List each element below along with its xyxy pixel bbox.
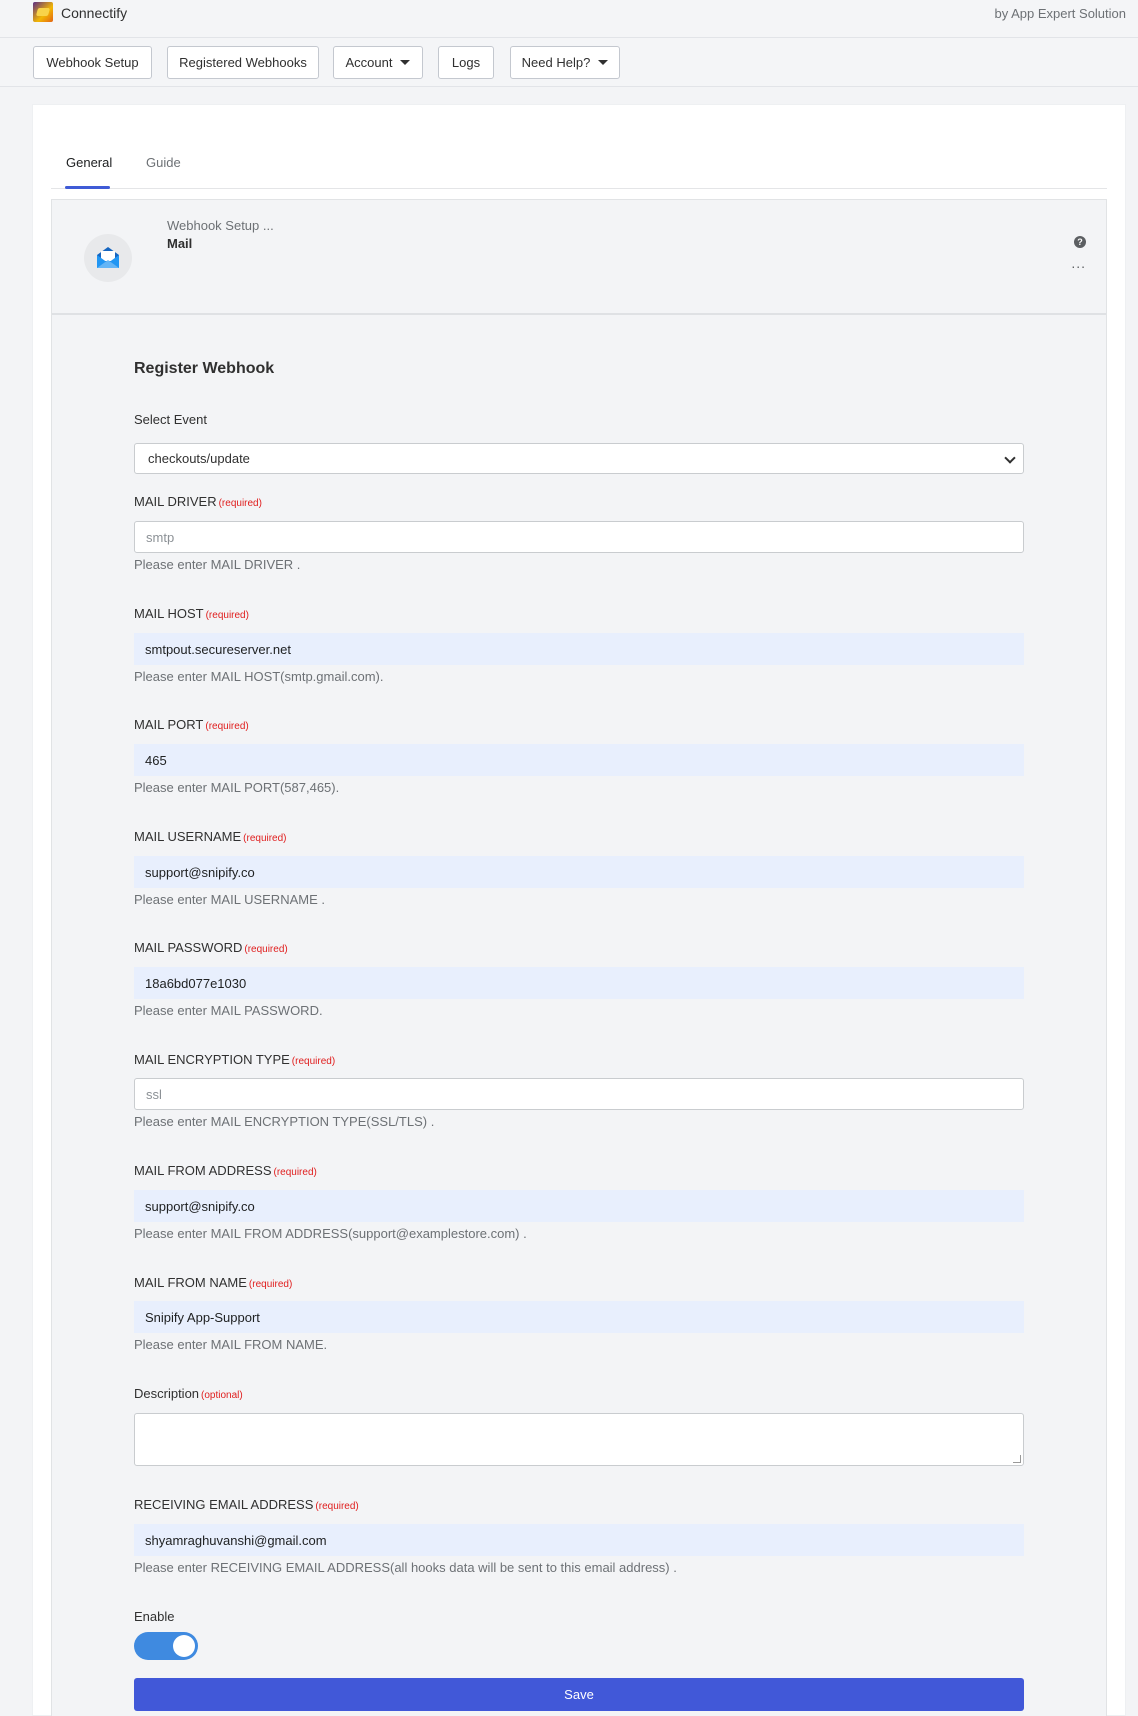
tab-bar [51,145,1107,189]
webhook-panel [51,199,1107,1716]
active-tab-indicator [65,186,110,189]
panel-header [52,200,1106,315]
caret-down-icon [400,60,410,65]
mail-host-hint: Please enter MAIL HOST(smtp.gmail.com). [134,669,384,684]
chevron-down-icon [1004,452,1015,463]
select-event-label: Select Event [134,412,207,427]
required-tag: (required) [244,944,288,955]
webhook-setup-button[interactable] [33,46,152,79]
mail-from-name-label: MAIL FROM NAME (required) [134,1275,293,1290]
optional-tag: (optional) [201,1390,243,1401]
mail-from-name-input[interactable] [134,1301,1024,1333]
more-options-icon[interactable]: ... [1071,255,1086,271]
receiving-email-label: RECEIVING EMAIL ADDRESS (required) [134,1497,359,1512]
resize-handle-icon[interactable] [1013,1455,1021,1463]
mail-driver-label: MAIL DRIVER (required) [134,494,262,509]
toggle-knob [173,1635,195,1657]
logs-button[interactable] [438,46,494,79]
app-byline: by App Expert Solution [994,6,1126,21]
mail-from-name-hint: Please enter MAIL FROM NAME. [134,1337,328,1352]
caret-down-icon [598,60,608,65]
enable-label: Enable [134,1609,175,1624]
mail-driver-hint: Please enter MAIL DRIVER . [134,557,301,572]
required-tag: (required) [205,721,249,732]
need-help-label: Need Help? [521,55,591,70]
mail-host-label: MAIL HOST (required) [134,606,249,621]
mail-encryption-hint: Please enter MAIL ENCRYPTION TYPE(SSL/TLS) . [134,1114,435,1129]
mail-password-label: MAIL PASSWORD (required) [134,940,288,955]
tab-guide[interactable]: Guide [146,155,181,170]
mail-from-address-hint: Please enter MAIL FROM ADDRESS(support@examplestore.com) . [134,1226,527,1241]
required-tag: (required) [291,1056,336,1067]
select-event-dropdown[interactable] [134,443,1024,474]
enable-toggle[interactable] [134,1632,198,1660]
mail-username-label: MAIL USERNAME (required) [134,829,287,844]
mail-driver-input[interactable] [134,521,1024,553]
mail-from-address-label: MAIL FROM ADDRESS (required) [134,1163,317,1178]
required-tag: (required) [218,498,262,509]
receiving-email-hint: Please enter RECEIVING EMAIL ADDRESS(all hooks data will be sent to this email address) . [134,1560,677,1575]
mail-app-icon [84,234,132,282]
required-tag: (required) [273,1167,317,1178]
mail-password-input[interactable] [134,967,1024,999]
help-icon[interactable]: ? [1074,236,1086,248]
description-label: Description (optional) [134,1386,243,1401]
receiving-email-input[interactable] [134,1524,1024,1556]
mail-from-address-input[interactable] [134,1190,1024,1222]
mail-encryption-label: MAIL ENCRYPTION TYPE (required) [134,1052,336,1067]
form-title: Register Webhook [134,360,275,377]
account-label: Account [345,55,393,70]
required-tag: (required) [315,1501,359,1512]
select-event-value: checkouts/update [148,451,250,466]
account-dropdown-button[interactable] [333,46,423,79]
save-button[interactable]: Save [134,1678,1024,1711]
webhook-setup-label: Webhook Setup [46,55,139,70]
mail-port-input[interactable] [134,744,1024,776]
top-bar [0,0,1138,38]
panel-title: Mail [167,236,193,251]
mail-port-label: MAIL PORT (required) [134,717,249,732]
need-help-dropdown-button[interactable] [510,46,620,79]
description-textarea[interactable] [134,1413,1024,1466]
app-logo-icon [33,2,53,22]
mail-username-hint: Please enter MAIL USERNAME . [134,892,325,907]
app-title: Connectify [61,5,128,21]
main-card [32,104,1126,1716]
mail-password-hint: Please enter MAIL PASSWORD. [134,1003,323,1018]
panel-breadcrumb: Webhook Setup ... [167,218,274,233]
registered-webhooks-label: Registered Webhooks [179,55,307,70]
mail-encryption-input[interactable] [134,1078,1024,1110]
mail-host-input[interactable] [134,633,1024,665]
mail-port-hint: Please enter MAIL PORT(587,465). [134,780,340,795]
required-tag: (required) [248,1279,293,1290]
required-tag: (required) [205,610,249,621]
registered-webhooks-button[interactable] [167,46,319,79]
logs-label: Logs [451,55,481,70]
required-tag: (required) [243,833,287,844]
mail-username-input[interactable] [134,856,1024,888]
nav-bar [0,38,1138,87]
tab-general[interactable]: General [66,155,113,170]
